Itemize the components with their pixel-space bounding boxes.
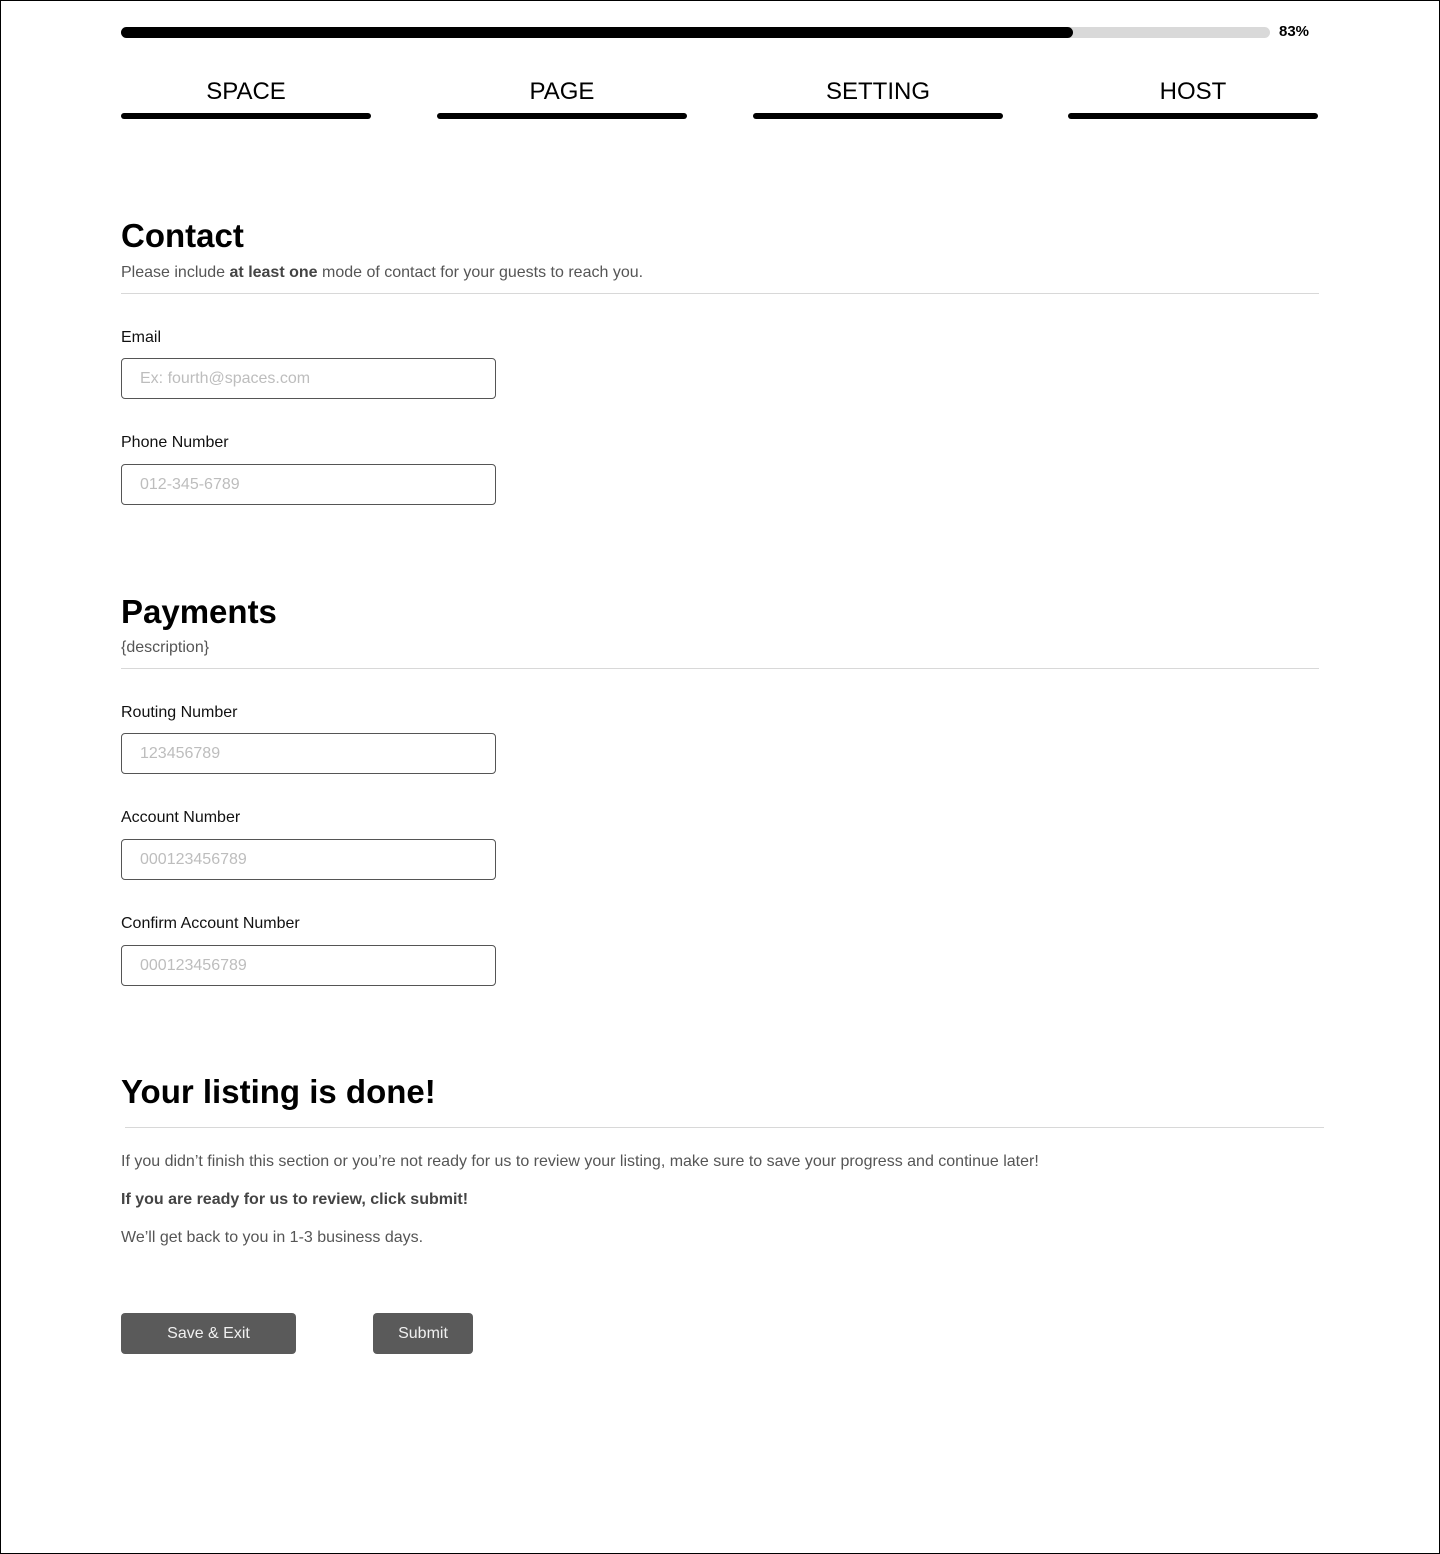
- contact-description: [121, 263, 643, 283]
- progress-bar: [121, 23, 1321, 40]
- payments-title: Payments: [121, 593, 277, 630]
- tab-host[interactable]: [1068, 76, 1318, 120]
- email-label: Email: [121, 329, 162, 346]
- tab-indicator: [1068, 113, 1318, 119]
- tab-setting[interactable]: [753, 76, 1003, 120]
- done-paragraph-timeline: We’ll get back to you in 1-3 business days.: [121, 1229, 424, 1246]
- account-number-field[interactable]: [121, 839, 496, 880]
- routing-number-field[interactable]: [121, 733, 496, 774]
- tab-label: SETTING: [825, 78, 930, 105]
- payments-divider: [121, 668, 1319, 669]
- email-field[interactable]: [121, 358, 496, 399]
- tab-indicator: [121, 113, 371, 119]
- done-title: Your listing is done!: [121, 1073, 436, 1110]
- submit-button[interactable]: Submit: [373, 1313, 473, 1354]
- done-paragraph-submit: If you are ready for us to review, click submit!: [121, 1191, 469, 1208]
- progress-fill: [121, 27, 1073, 38]
- tab-page[interactable]: [437, 76, 687, 120]
- phone-field[interactable]: [121, 464, 496, 505]
- tab-indicator: [437, 113, 687, 119]
- progress-percent: 83%: [1279, 23, 1310, 40]
- account-number-label: Account Number: [121, 809, 241, 826]
- step-tabs: [121, 76, 1319, 120]
- confirm-account-number-label: Confirm Account Number: [121, 915, 300, 932]
- description-emphasis: at least one: [229, 264, 318, 281]
- contact-divider: [121, 293, 1319, 294]
- tab-indicator: [753, 113, 1003, 119]
- tab-space[interactable]: [121, 76, 371, 120]
- routing-number-label: Routing Number: [121, 704, 238, 721]
- phone-label: Phone Number: [121, 434, 229, 451]
- confirm-account-number-field[interactable]: [121, 945, 496, 986]
- payments-description: {description}: [121, 639, 210, 656]
- description-text: Please include: [121, 264, 230, 281]
- tab-label: SPACE: [206, 78, 286, 105]
- progress-track: [121, 27, 1270, 38]
- tab-label: HOST: [1159, 78, 1227, 105]
- save-exit-button[interactable]: Save & Exit: [121, 1313, 296, 1354]
- done-divider: [125, 1127, 1324, 1128]
- tab-label: PAGE: [529, 78, 595, 105]
- done-paragraph-save: If you didn’t finish this section or you’re not ready for us to review your listing, make sure to save your progress and continue later!: [121, 1153, 1039, 1170]
- description-text: mode of contact for your guests to reach you.: [317, 264, 644, 281]
- contact-title: Contact: [121, 217, 244, 254]
